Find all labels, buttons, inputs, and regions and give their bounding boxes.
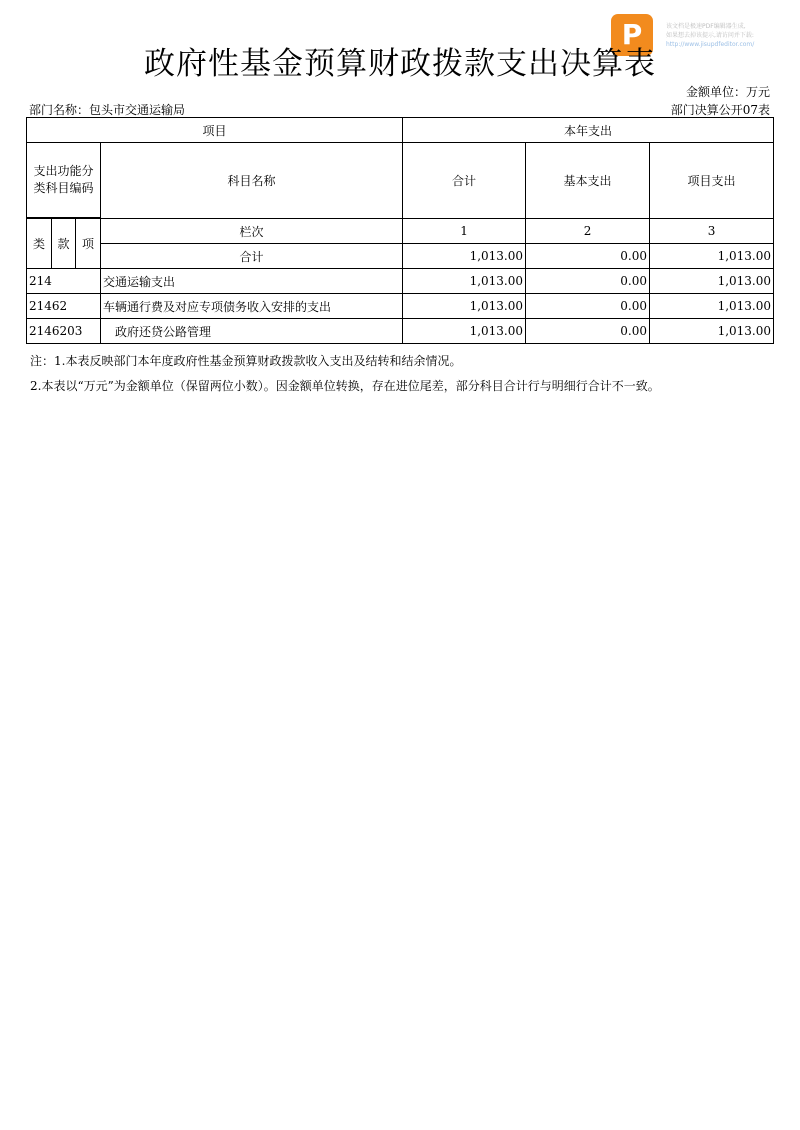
header-subject-name: 科目名称	[101, 143, 403, 219]
header-kuan: 款	[52, 219, 76, 269]
total-label: 合计	[101, 244, 403, 269]
row-total: 1,013.00	[403, 294, 526, 319]
table-row	[27, 319, 774, 344]
row-project: 1,013.00	[650, 319, 774, 344]
table-number: 部门决算公开07表	[670, 103, 770, 117]
row-project: 1,013.00	[650, 269, 774, 294]
total-project: 1,013.00	[650, 244, 774, 269]
watermark-line-2: 如果想去掉该提示,请访问并下载:	[666, 32, 754, 39]
watermark-url[interactable]: http://www.jisupdfeditor.com/	[666, 41, 755, 48]
total-row	[27, 244, 774, 269]
row-name: 政府还贷公路管理	[101, 319, 403, 344]
header-project-expense: 项目支出	[650, 143, 774, 219]
row-project: 1,013.00	[650, 294, 774, 319]
header-col-2: 2	[526, 219, 650, 244]
note-1: 注：1.本表反映部门本年度政府性基金预算财政拨款收入支出及结转和结余情况。	[30, 354, 462, 368]
row-total: 1,013.00	[403, 319, 526, 344]
row-code: 214	[27, 269, 101, 294]
header-current-year-expense: 本年支出	[403, 118, 774, 143]
header-xiang: 项	[76, 219, 101, 269]
page-title: 政府性基金预算财政拨款支出决算表	[144, 46, 656, 82]
row-basic: 0.00	[526, 319, 650, 344]
table-row	[27, 269, 774, 294]
header-function-code: 支出功能分类科目编码	[27, 143, 101, 218]
amount-unit: 金额单位：万元	[685, 85, 770, 99]
row-code: 21462	[27, 294, 101, 319]
row-basic: 0.00	[526, 269, 650, 294]
expense-table	[26, 117, 774, 344]
total-amount: 1,013.00	[403, 244, 526, 269]
header-col-1: 1	[403, 219, 526, 244]
header-lei: 类	[27, 219, 52, 269]
header-column-index: 栏次	[101, 219, 403, 244]
row-total: 1,013.00	[403, 269, 526, 294]
row-basic: 0.00	[526, 294, 650, 319]
pdf-editor-logo-icon: P	[611, 14, 653, 56]
department-name: 部门名称：包头市交通运输局	[29, 103, 186, 117]
header-col-3: 3	[650, 219, 774, 244]
total-basic: 0.00	[526, 244, 650, 269]
note-2: 2.本表以“万元”为金额单位（保留两位小数）。因金额单位转换，存在进位尾差，部分科目合计行与明细行合计不一致。	[30, 379, 660, 393]
header-basic: 基本支出	[526, 143, 650, 219]
table-row	[27, 294, 774, 319]
watermark-line-1: 该文档是极速PDF编辑器生成,	[666, 23, 746, 30]
row-code: 2146203	[27, 319, 101, 344]
row-name: 交通运输支出	[101, 269, 403, 294]
row-name: 车辆通行费及对应专项债务收入安排的支出	[101, 294, 403, 319]
header-project: 项目	[27, 118, 403, 143]
notes	[30, 349, 660, 399]
header-total: 合计	[403, 143, 526, 219]
